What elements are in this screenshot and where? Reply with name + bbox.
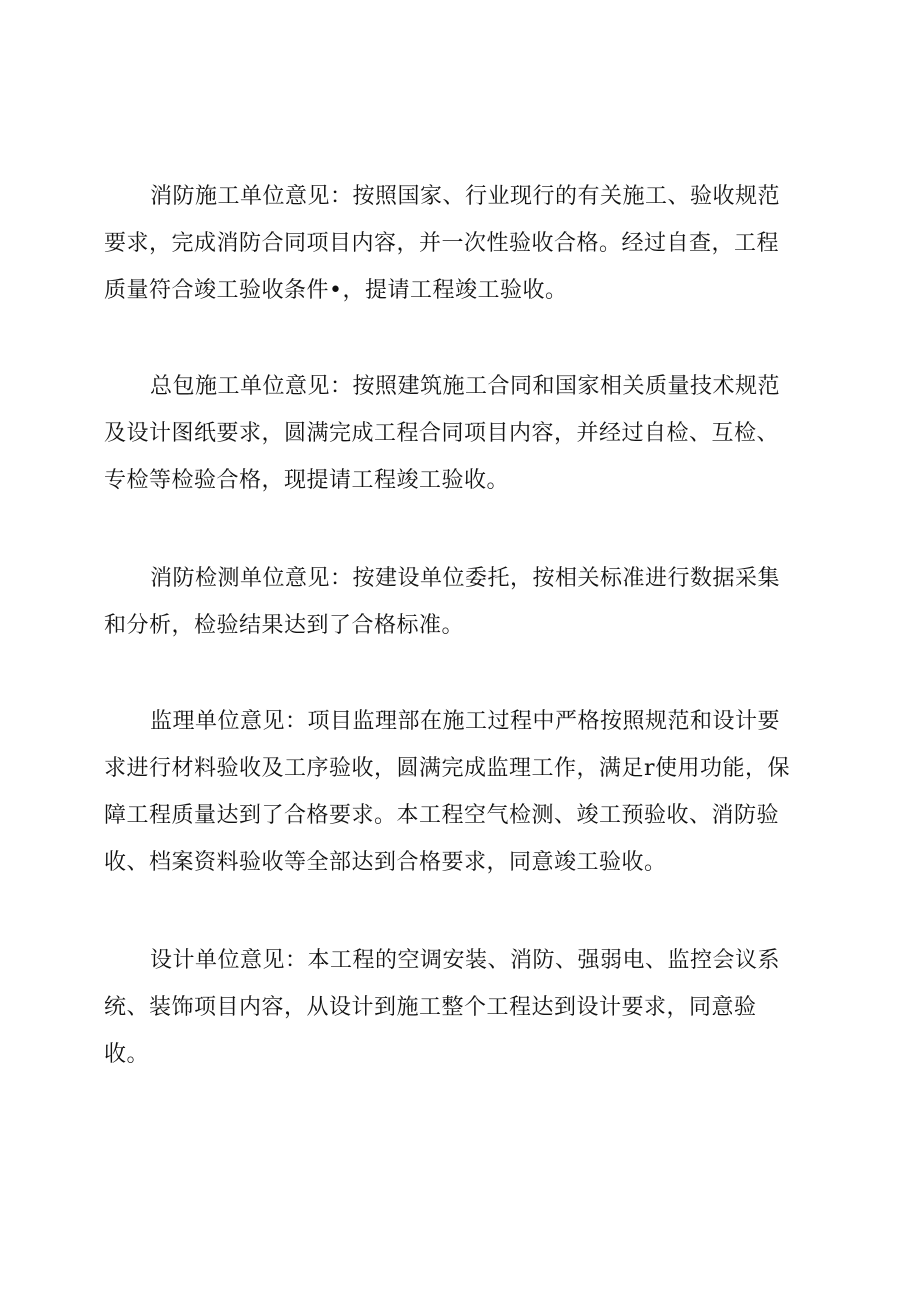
paragraph-line: 设计单位意见：本工程的空调安装、消防、强弱电、监控会议系	[150, 948, 781, 973]
paragraph-line: 监理单位意见：项目监理部在施工过程中严格按照规范和设计要	[150, 709, 781, 734]
paragraph-line: 和分析，检验结果达到了合格标准。	[104, 613, 465, 638]
paragraph-line: 要求，完成消防合同项目内容，并一次性验收合格。经过自查，工程	[104, 231, 780, 256]
design-opinion	[104, 937, 804, 1078]
fire-inspection-opinion	[104, 555, 804, 649]
paragraph-line: 及设计图纸要求，圆满完成工程合同项目内容，并经过自检、互检、	[104, 421, 780, 446]
paragraph-line: 消防检测单位意见：按建设单位委托，按相关标准进行数据采集	[150, 566, 781, 591]
paragraph-line: 障工程质量达到了合格要求。本工程空气检测、竣工预验收、消防验	[104, 803, 780, 828]
paragraph-line: 消防施工单位意见：按照国家、行业现行的有关施工、验收规范	[150, 184, 781, 209]
paragraph-line: 求进行材料验收及工序验收，圆满完成监理工作，满足r使用功能，保	[104, 756, 791, 781]
paragraph-line: 收。	[104, 1042, 150, 1067]
paragraph-line: 收、档案资料验收等全部达到合格要求，同意竣工验收。	[104, 850, 667, 875]
fire-construction-opinion	[104, 173, 804, 314]
paragraph-line: 总包施工单位意见：按照建筑施工合同和国家相关质量技术规范	[150, 374, 781, 399]
paragraph-line: 专检等检验合格，现提请工程竣工验收。	[104, 468, 510, 493]
paragraph-line: 统、装饰项目内容，从设计到施工整个工程达到设计要求，同意验	[104, 995, 757, 1020]
general-contractor-opinion	[104, 363, 804, 504]
supervision-opinion	[104, 698, 804, 886]
paragraph-line: 质量符合竣工验收条件•，提请工程竣工验收。	[104, 278, 568, 303]
